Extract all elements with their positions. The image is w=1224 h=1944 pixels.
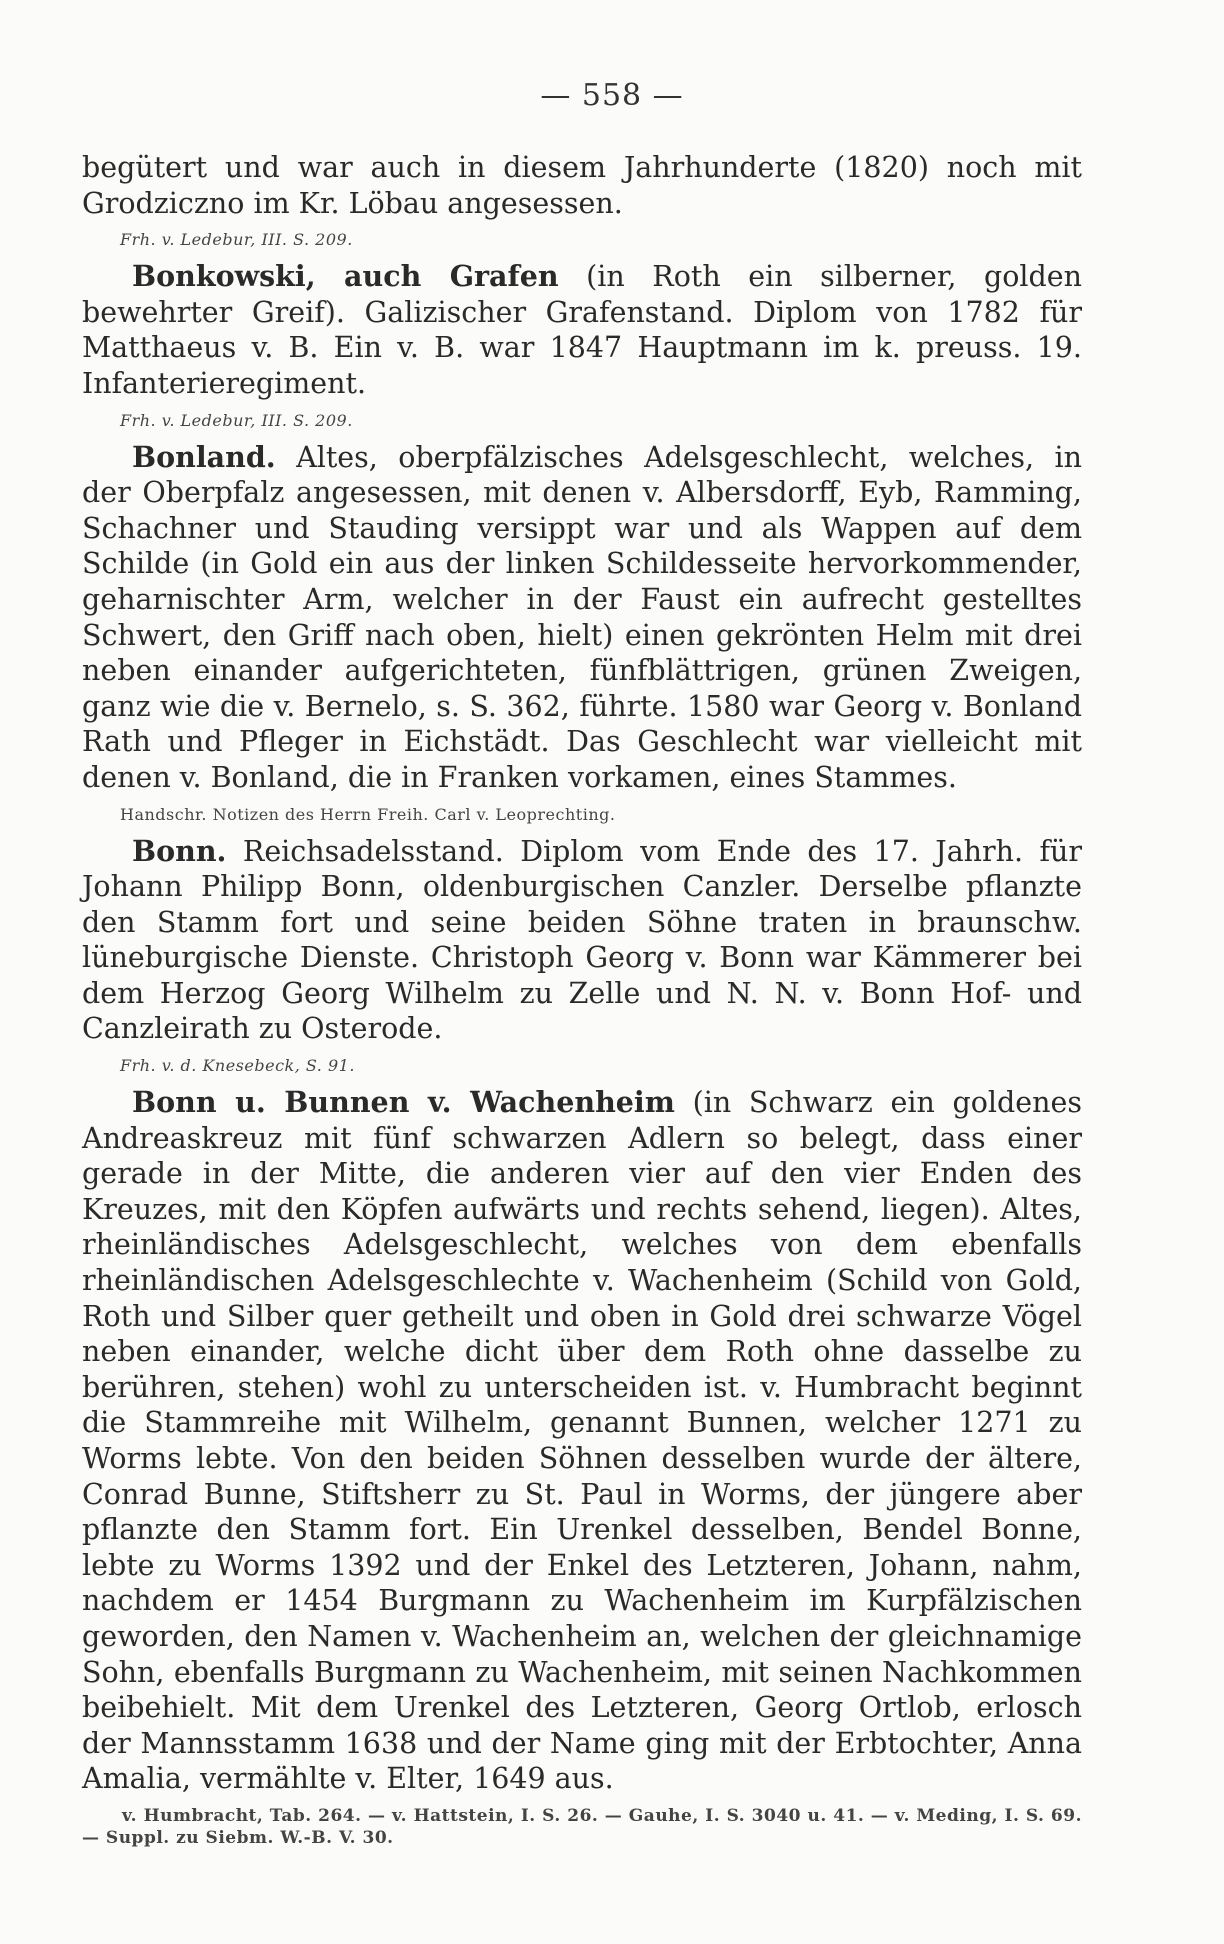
entry-lemma: Bonn u. Bunnen v. Wachenheim <box>132 1085 675 1120</box>
source-reference: Frh. v. Ledebur, III. S. 209. <box>120 410 353 430</box>
entry-text: (in Schwarz ein goldenes Andreaskreuz mit fünf schwarzen Adlern so belegt, dass einer gerade in der Mitte, die anderen vier auf den vier Enden des Kreuzes, mit den Köpfen aufwärts und rechts sehend, liegen). Altes, rheinländisches Adelsgeschlecht, welches von dem ebenfalls rheinländischen Adelsgeschlechte v. Wachenheim (Schild von Gold, Roth und Silber quer getheilt und oben in Gold drei schwarze Vögel neben einander, welche dicht über dem Roth ohne dasselbe zu berühren, stehen) wohl zu unterscheiden ist. v. Humbracht beginnt die Stammreihe mit Wilhelm, genannt Bunnen, welcher 1271 zu Worms lebte. Von den beiden Söhnen desselben wurde der ältere, Conrad Bunne, Stiftsherr zu St. Paul in Worms, der jüngere aber pflanzte den Stamm fort. Ein Urenkel desselben, Bendel Bonne, lebte zu Worms 1392 und der Enkel des Letzteren, Johann, nahm, nachdem er 1454 Burgmann zu Wachenheim im Kurpfälzischen geworden, den Namen v. Wachenheim an, welchen der gleichnamige Sohn, ebenfalls Burgmann zu Wachenheim, mit seinen Nachkommen beibehielt. Mit dem Urenkel des Letzteren, Georg Ortlob, erlosch der Mannsstamm 1638 und der Name ging mit der Erbtochter, Anna Amalia, vermählte v. Elter, 1649 aus. <box>82 1086 1082 1796</box>
entry-continued <box>82 150 1082 251</box>
source-reference: Handschr. Notizen des Herrn Freih. Carl v. Leoprechting. <box>120 804 616 824</box>
entry-paragraph <box>82 440 1082 796</box>
source-reference: Frh. v. d. Knesebeck, S. 91. <box>120 1056 355 1076</box>
entry-lemma: Bonn. <box>132 833 227 868</box>
entry-paragraph <box>82 259 1082 401</box>
entry-text: (in Roth ein silberner, golden bewehrter Greif). Galizischer Grafenstand. Diplom von 1782 für Matthaeus v. B. Ein v. B. war 1847 Hauptmann im k. preuss. 19. Infanterieregiment. <box>82 260 1082 400</box>
source-reference: Frh. v. Ledebur, III. S. 209. <box>120 230 353 250</box>
entry-text: begütert und war auch in diesem Jahrhunderte (1820) noch mit Grodziczno im Kr. Löbau angesessen. <box>82 151 1082 220</box>
entry-paragraph <box>82 834 1082 1048</box>
entry-lemma: Bonkowski, auch Grafen <box>132 259 559 294</box>
source-reference: v. Humbracht, Tab. 264. — v. Hattstein, I. S. 26. — Gauhe, I. S. 3040 u. 41. — v. Meding, I. S. 69. — Suppl. zu Siebm. W.-B. V. 30. <box>82 1805 1082 1848</box>
entry-bonkowski <box>82 259 1082 431</box>
entry-bonn-wachenheim <box>82 1085 1082 1849</box>
entry-bonland <box>82 440 1082 826</box>
entry-paragraph <box>82 1085 1082 1797</box>
entry-bonn <box>82 834 1082 1078</box>
entry-text: Altes, oberpfälzisches Adelsgeschlecht, welches, in der Oberpfalz angesessen, mit denen v. Albersdorff, Eyb, Ramming, Schachner und Stauding versippt war und als Wappen auf dem Schilde (in Gold ein aus der linken Schildesseite hervorkommender, geharnischter Arm, welcher in der Faust ein aufrecht gestelltes Schwert, den Griff nach oben, hielt) einen gekrönten Helm mit drei neben einander aufgerichteten, fünfblättrigen, grünen Zweigen, ganz wie die v. Bernelo, s. S. 362, führte. 1580 war Georg v. Bonland Rath und Pfleger in Eichstädt. Das Geschlecht war vielleicht mit denen v. Bonland, die in Franken vorkamen, eines Stammes. <box>82 440 1082 794</box>
entry-text: Reichsadelsstand. Diplom vom Ende des 17. Jahrh. für Johann Philipp Bonn, oldenburgischen Canzler. Derselbe pflanzte den Stamm fort und seine beiden Söhne traten in braunschw. lüneburgische Dienste. Christoph Georg v. Bonn war Kämmerer bei dem Herzog Georg Wilhelm zu Zelle und N. N. v. Bonn Hof- und Canzleirath zu Osterode. <box>82 834 1082 1046</box>
page-number: — 558 — <box>540 78 684 113</box>
entry-lemma: Bonland. <box>132 439 276 474</box>
page-text <box>82 148 1082 1857</box>
